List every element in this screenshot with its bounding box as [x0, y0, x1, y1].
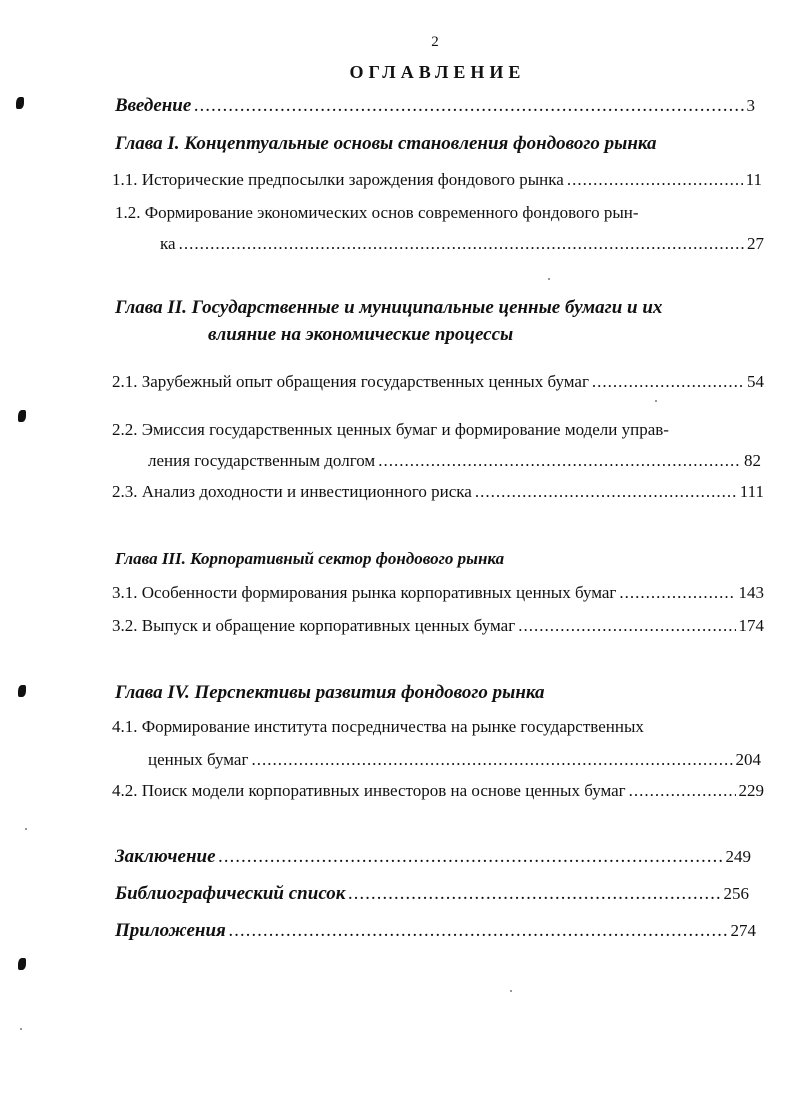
dot-leader [194, 95, 743, 117]
toc-page-number: 27 [747, 234, 764, 253]
toc-entry-label: Заключение [115, 846, 216, 867]
toc-entry-label: 3.1. Особенности формирования рынка корпоративных ценных бумаг [112, 583, 617, 602]
toc-entry-3-2[interactable] [112, 616, 764, 636]
scan-mark-icon [18, 685, 26, 697]
toc-entry-2-2[interactable] [148, 451, 761, 471]
scan-speck [510, 990, 512, 992]
toc-entry-label: 4.2. Поиск модели корпоративных инвесторов на основе ценных бумаг [112, 781, 626, 800]
toc-entry-label: 2.3. Анализ доходности и инвестиционного риска [112, 482, 472, 501]
dot-leader [475, 482, 737, 502]
dot-leader [378, 451, 741, 471]
dot-leader [619, 583, 735, 603]
dot-leader [179, 234, 744, 254]
toc-entry-label: 2.1. Зарубежный опыт обращения государственных ценных бумаг [112, 372, 589, 391]
toc-page-number: 204 [735, 750, 761, 769]
scan-mark-icon [16, 97, 24, 109]
toc-entry-label: 1.1. Исторические предпосылки зарождения фондового рынка [112, 170, 564, 189]
toc-page-number: 249 [725, 847, 751, 866]
chapter-4-heading: Глава IV. Перспективы развития фондового рынка [115, 682, 545, 703]
dot-leader [629, 781, 736, 801]
toc-page-number: 143 [738, 583, 764, 602]
toc-entry-2-3[interactable] [112, 482, 764, 502]
toc-page-number: 111 [739, 482, 764, 501]
toc-page-number: 274 [730, 921, 756, 940]
toc-entry-bibliography[interactable] [115, 883, 749, 905]
toc-entry-2-2-line1[interactable]: 2.2. Эмиссия государственных ценных бумаг и формирование модели управ- [112, 420, 669, 439]
toc-entry-conclusion[interactable] [115, 846, 751, 868]
toc-entry-4-1[interactable] [148, 750, 761, 770]
page-number: 2 [431, 34, 439, 50]
dot-leader [219, 846, 723, 868]
dot-leader [251, 750, 732, 770]
toc-page-number: 256 [723, 884, 749, 903]
chapter-3-heading: Глава III. Корпоративный сектор фондового рынка [115, 549, 505, 568]
toc-page-number: 3 [746, 96, 755, 115]
toc-entry-label: Библиографический список [115, 883, 346, 904]
toc-entry-4-1-line1[interactable]: 4.1. Формирование института посредничества на рынке государственных [112, 717, 644, 736]
toc-entry-label: Приложения [115, 920, 226, 941]
scan-speck [20, 1028, 22, 1030]
toc-entry-1-2[interactable] [160, 234, 764, 254]
toc-entry-1-1[interactable] [112, 170, 762, 190]
toc-page-number: 11 [745, 170, 762, 189]
scan-speck [548, 278, 550, 280]
toc-entry-label: Введение [115, 95, 192, 116]
toc-entry-label: 3.2. Выпуск и обращение корпоративных ценных бумаг [112, 616, 516, 635]
toc-page-number: 174 [738, 616, 764, 635]
scan-speck [655, 400, 657, 402]
chapter-1-heading: Глава I. Концептуальные основы становления фондового рынка [115, 133, 657, 154]
chapter-2-heading-line1: Глава II. Государственные и муниципальные ценные бумаги и их [115, 297, 663, 318]
scan-speck [25, 828, 27, 830]
toc-entry-2-1[interactable] [112, 372, 764, 392]
dot-leader [592, 372, 744, 392]
toc-entry-intro[interactable] [115, 95, 755, 117]
toc-entry-label: ка [160, 234, 176, 253]
toc-entry-appendices[interactable] [115, 920, 756, 942]
dot-leader [348, 883, 720, 905]
toc-entry-1-2-line1[interactable]: 1.2. Формирование экономических основ современного фондового рын- [115, 203, 639, 222]
toc-title: ОГЛАВЛЕНИЕ [349, 62, 526, 82]
toc-entry-label: ления государственным долгом [148, 451, 376, 470]
toc-page-number: 82 [744, 451, 761, 470]
toc-entry-3-1[interactable] [112, 583, 764, 603]
toc-entry-4-2[interactable] [112, 781, 764, 801]
toc-page-number: 229 [738, 781, 764, 800]
toc-entry-label: ценных бумаг [148, 750, 249, 769]
chapter-2-heading-line2: влияние на экономические процессы [208, 324, 514, 345]
dot-leader [518, 616, 735, 636]
scan-mark-icon [18, 958, 26, 970]
scan-mark-icon [18, 410, 26, 422]
dot-leader [229, 920, 728, 942]
dot-leader [567, 170, 743, 190]
toc-page-number: 54 [747, 372, 764, 391]
